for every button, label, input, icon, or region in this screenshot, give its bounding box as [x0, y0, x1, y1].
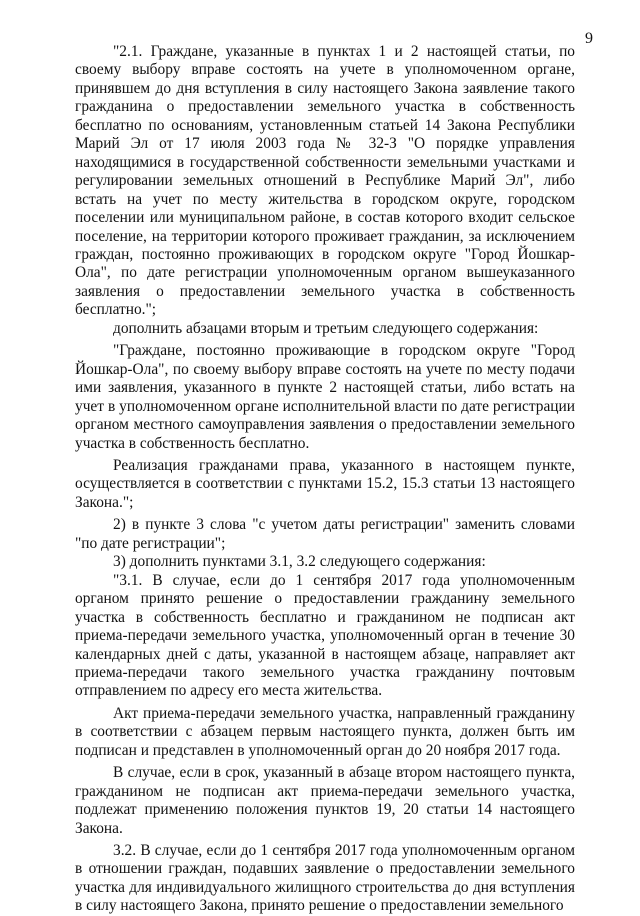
- document-body: [75, 43, 575, 916]
- paragraph-citizens-yoshkar-ola: "Граждане, постоянно проживающие в городском округе "Город Йошкар-Ола", по своему выбору вправе состоять на учете по месту подачи ими заявления, указанного в пункте 2 настоящей статьи, либо встать на учет в уполномоченном органе исполнительной власти по дате регистрации органом местного самоуправления заявления о предоставлении земельного участка в собственность бесплатно.: [75, 342, 575, 452]
- paragraph-add-abzacy: дополнить абзацами вторым и третьим следующего содержания:: [113, 319, 539, 337]
- page-number: 9: [585, 30, 593, 47]
- paragraph-realization: Реализация гражданами права, указанного в настоящем пункте, осуществляется в соответствии с пунктами 15.2, 15.3 статьи 13 настоящего Закона.";: [75, 456, 575, 511]
- paragraph-item-3: 3) дополнить пунктами 3.1, 3.2 следующего содержания:: [113, 553, 486, 571]
- paragraph-item-2: 2) в пункте 3 слова "с учетом даты регистрации" заменить словами "по дате регистрации";: [75, 516, 575, 552]
- paragraph-3-1: "3.1. В случае, если до 1 сентября 2017 года уполномоченным органом принято решение о предоставлении гражданину земельного участка в собственность бесплатно и гражданином не подписан акт приема-передачи земельного участка, уполномоченный орган в течение 30 календарных дней с даты, указанной в настоящем абзаце, направляет акт приема-передачи такого земельного участка гражданину почтовым отправлением по адресу его места жительства.: [75, 571, 575, 700]
- paragraph-3-2: 3.2. В случае, если до 1 сентября 2017 года уполномоченным органом в отношении граждан, подавших заявление о предоставлении земельного участка для индивидуального жилищного строительства до дня вступления в силу настоящего Закона, принято решение о предоставлении земельного: [75, 842, 575, 915]
- paragraph-act-transfer: Акт приема-передачи земельного участка, направленный гражданину в соответствии с абзацем первым настоящего пункта, должен быть им подписан и представлен в уполномоченный орган до 20 ноября 2017 года.: [75, 704, 575, 759]
- paragraph-not-signed: В случае, если в срок, указанный в абзаце втором настоящего пункта, гражданином не подписан акт приема-передачи земельного участка, подлежат применению положения пунктов 19, 20 статьи 14 настоящего Закона.: [75, 764, 575, 837]
- paragraph-2-1: "2.1. Граждане, указанные в пунктах 1 и 2 настоящей статьи, по своему выбору вправе состоять на учете в уполномоченном органе, принявшем до дня вступления в силу настоящего Закона заявление такого гражданина о предоставлении земельного участка в собственность бесплатно по основаниям, установленным статьей 14 Закона Республики Марий Эл от 17 июля 2003 года № 32-З "О порядке управления находящимися в государственной собственности земельными участками и регулировании земельных отношений в Республике Марий Эл", либо встать на учет по месту жительства в городском округе, городском поселении или муниципальном районе, в состав которого входит сельское поселение, на территории которого проживает гражданин, за исключением граждан, постоянно проживающих в городском округе "Город Йошкар-Ола", по дате регистрации уполномоченным органом вышеуказанного заявления о предоставлении земельного участка в собственность бесплатно.";: [75, 43, 575, 319]
